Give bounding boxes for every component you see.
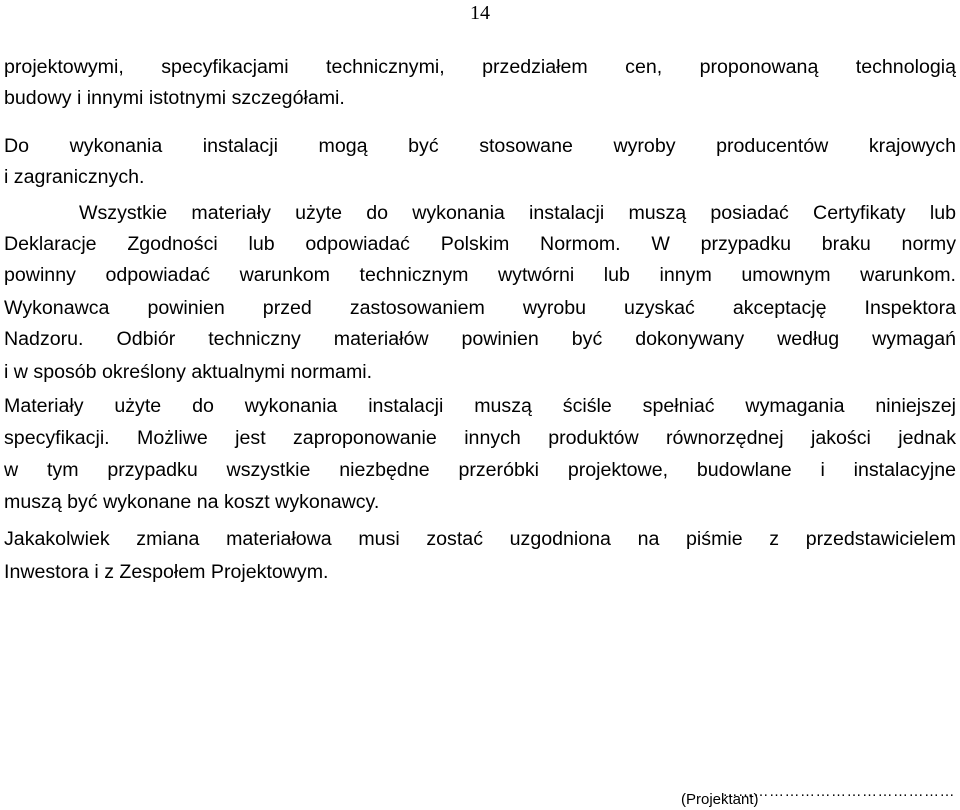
text-line: specyfikacji. Możliwe jest zaproponowanie innych produktów równorzędnej jakości jednak	[4, 427, 956, 449]
text-line: budowy i innymi istotnymi szczegółami.	[4, 87, 345, 109]
text-line: powinny odpowiadać warunkom technicznym wytwórni lub innym umownym warunkom.	[4, 264, 956, 286]
page-number: 14	[470, 2, 490, 24]
text-line: i zagranicznych.	[4, 166, 145, 188]
text-line: Deklaracje Zgodności lub odpowiadać Polskim Normom. W przypadku braku normy	[4, 233, 956, 255]
text-line: i w sposób określony aktualnymi normami.	[4, 361, 373, 383]
text-line: Wszystkie materiały użyte do wykonania instalacji muszą posiadać Certyfikaty lub	[79, 202, 956, 224]
text-line: Inwestora i z Zespołem Projektowym.	[4, 561, 329, 583]
text-line: Nadzoru. Odbiór techniczny materiałów powinien być dokonywany według wymagań	[4, 328, 956, 350]
text-line: projektowymi, specyfikacjami technicznymi, przedziałem cen, proponowaną technologią	[4, 56, 956, 78]
signature-line: ………………………………………	[722, 783, 955, 800]
signature-role: (Projektant)	[681, 791, 759, 808]
text-line: Materiały użyte do wykonania instalacji muszą ściśle spełniać wymagania niniejszej	[4, 395, 956, 417]
text-line: Wykonawca powinien przed zastosowaniem wyrobu uzyskać akceptację Inspektora	[4, 297, 956, 319]
text-line: w tym przypadku wszystkie niezbędne przeróbki projektowe, budowlane i instalacyjne	[4, 459, 956, 481]
text-line: Jakakolwiek zmiana materiałowa musi zostać uzgodniona na piśmie z przedstawicielem	[4, 528, 956, 550]
text-line: Do wykonania instalacji mogą być stosowane wyroby producentów krajowych	[4, 135, 956, 157]
text-line: muszą być wykonane na koszt wykonawcy.	[4, 491, 380, 513]
